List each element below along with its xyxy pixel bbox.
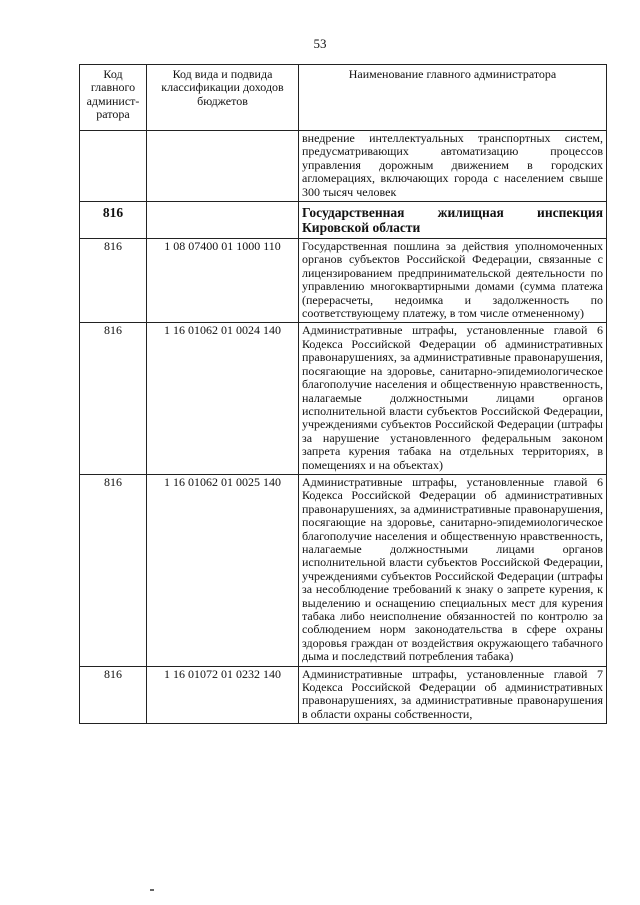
- row-revenue-code: 1 16 01072 01 0232 140: [147, 666, 299, 724]
- row-description: Административные штрафы, установленные главой 7 Кодекса Российской Федерации об административных правонарушениях, за административные правонарушения в области охраны собственности,: [299, 666, 607, 724]
- table-header-row: [80, 65, 607, 131]
- row-admin-code: 816: [80, 474, 147, 666]
- header-admin-name: Наименование главного администратора: [299, 65, 607, 131]
- table-row: [80, 666, 607, 724]
- row-description: Государственная пошлина за действия уполномоченных органов субъектов Российской Федерации, связанные с лицензированием предпринимательской деятельности по управлению многоквартирными домами (сумма платежа (перерасчеты, недоимка и задолженность по соответствующему платежу, в том числе отмененному): [299, 239, 607, 323]
- row-admin-code: 816: [80, 666, 147, 724]
- header-revenue-code: Код вида и подвида классификации доходов бюджетов: [147, 65, 299, 131]
- department-kbk-cell: [147, 202, 299, 239]
- row-revenue-code: 1 16 01062 01 0025 140: [147, 474, 299, 666]
- department-row: [80, 202, 607, 239]
- revenue-codes-table: [79, 64, 607, 724]
- scan-speck: [150, 889, 154, 891]
- department-code: 816: [80, 202, 147, 239]
- page-number: 53: [313, 36, 327, 51]
- table-row: [80, 474, 607, 666]
- row-description: Административные штрафы, установленные главой 6 Кодекса Российской Федерации об административных правонарушениях, за административные правонарушения, посягающие на здоровье, санитарно-эпидемиологическое благополучие населения и общественную нравственность, налагаемые должностными лицами органов исполнительной власти субъектов Российской Федерации, учреждениями субъектов Российской Федерации (штрафы за несоблюдение требований к знаку о запрете курения, к выделению и оснащению специальных мест для курения табака либо неисполнение обязанностей по контролю за соблюдением норм законодательства в сфере охраны здоровья граждан от воздействия окружающего табачного дыма и последствий потребления табака): [299, 474, 607, 666]
- table-row: [80, 323, 607, 474]
- row-revenue-code: 1 16 01062 01 0024 140: [147, 323, 299, 474]
- header-admin-code: Код главного админист-ратора: [80, 65, 147, 131]
- row-admin-code: 816: [80, 323, 147, 474]
- row-description: Административные штрафы, установленные главой 6 Кодекса Российской Федерации об административных правонарушениях, за административные правонарушения, посягающие на здоровье, санитарно-эпидемиологическое благополучие населения и общественную нравственность, налагаемые должностными лицами органов исполнительной власти субъектов Российской Федерации, учреждениями субъектов Российской Федерации (штрафы за нарушение установленного федеральным законом запрета курения табака на отдельных территориях, в помещениях и на объектах): [299, 323, 607, 474]
- continuation-row: [80, 131, 607, 202]
- continuation-kbk-cell: [147, 131, 299, 202]
- continuation-code-cell: [80, 131, 147, 202]
- table-row: [80, 239, 607, 323]
- row-revenue-code: 1 08 07400 01 1000 110: [147, 239, 299, 323]
- continuation-text: внедрение интеллектуальных транспортных систем, предусматривающих автоматизацию процессов управления дорожным движением в городских агломерациях, включающих города с населением свыше 300 тысяч человек: [299, 131, 607, 202]
- row-admin-code: 816: [80, 239, 147, 323]
- department-name: Государственная жилищная инспекция Кировской области: [299, 202, 607, 239]
